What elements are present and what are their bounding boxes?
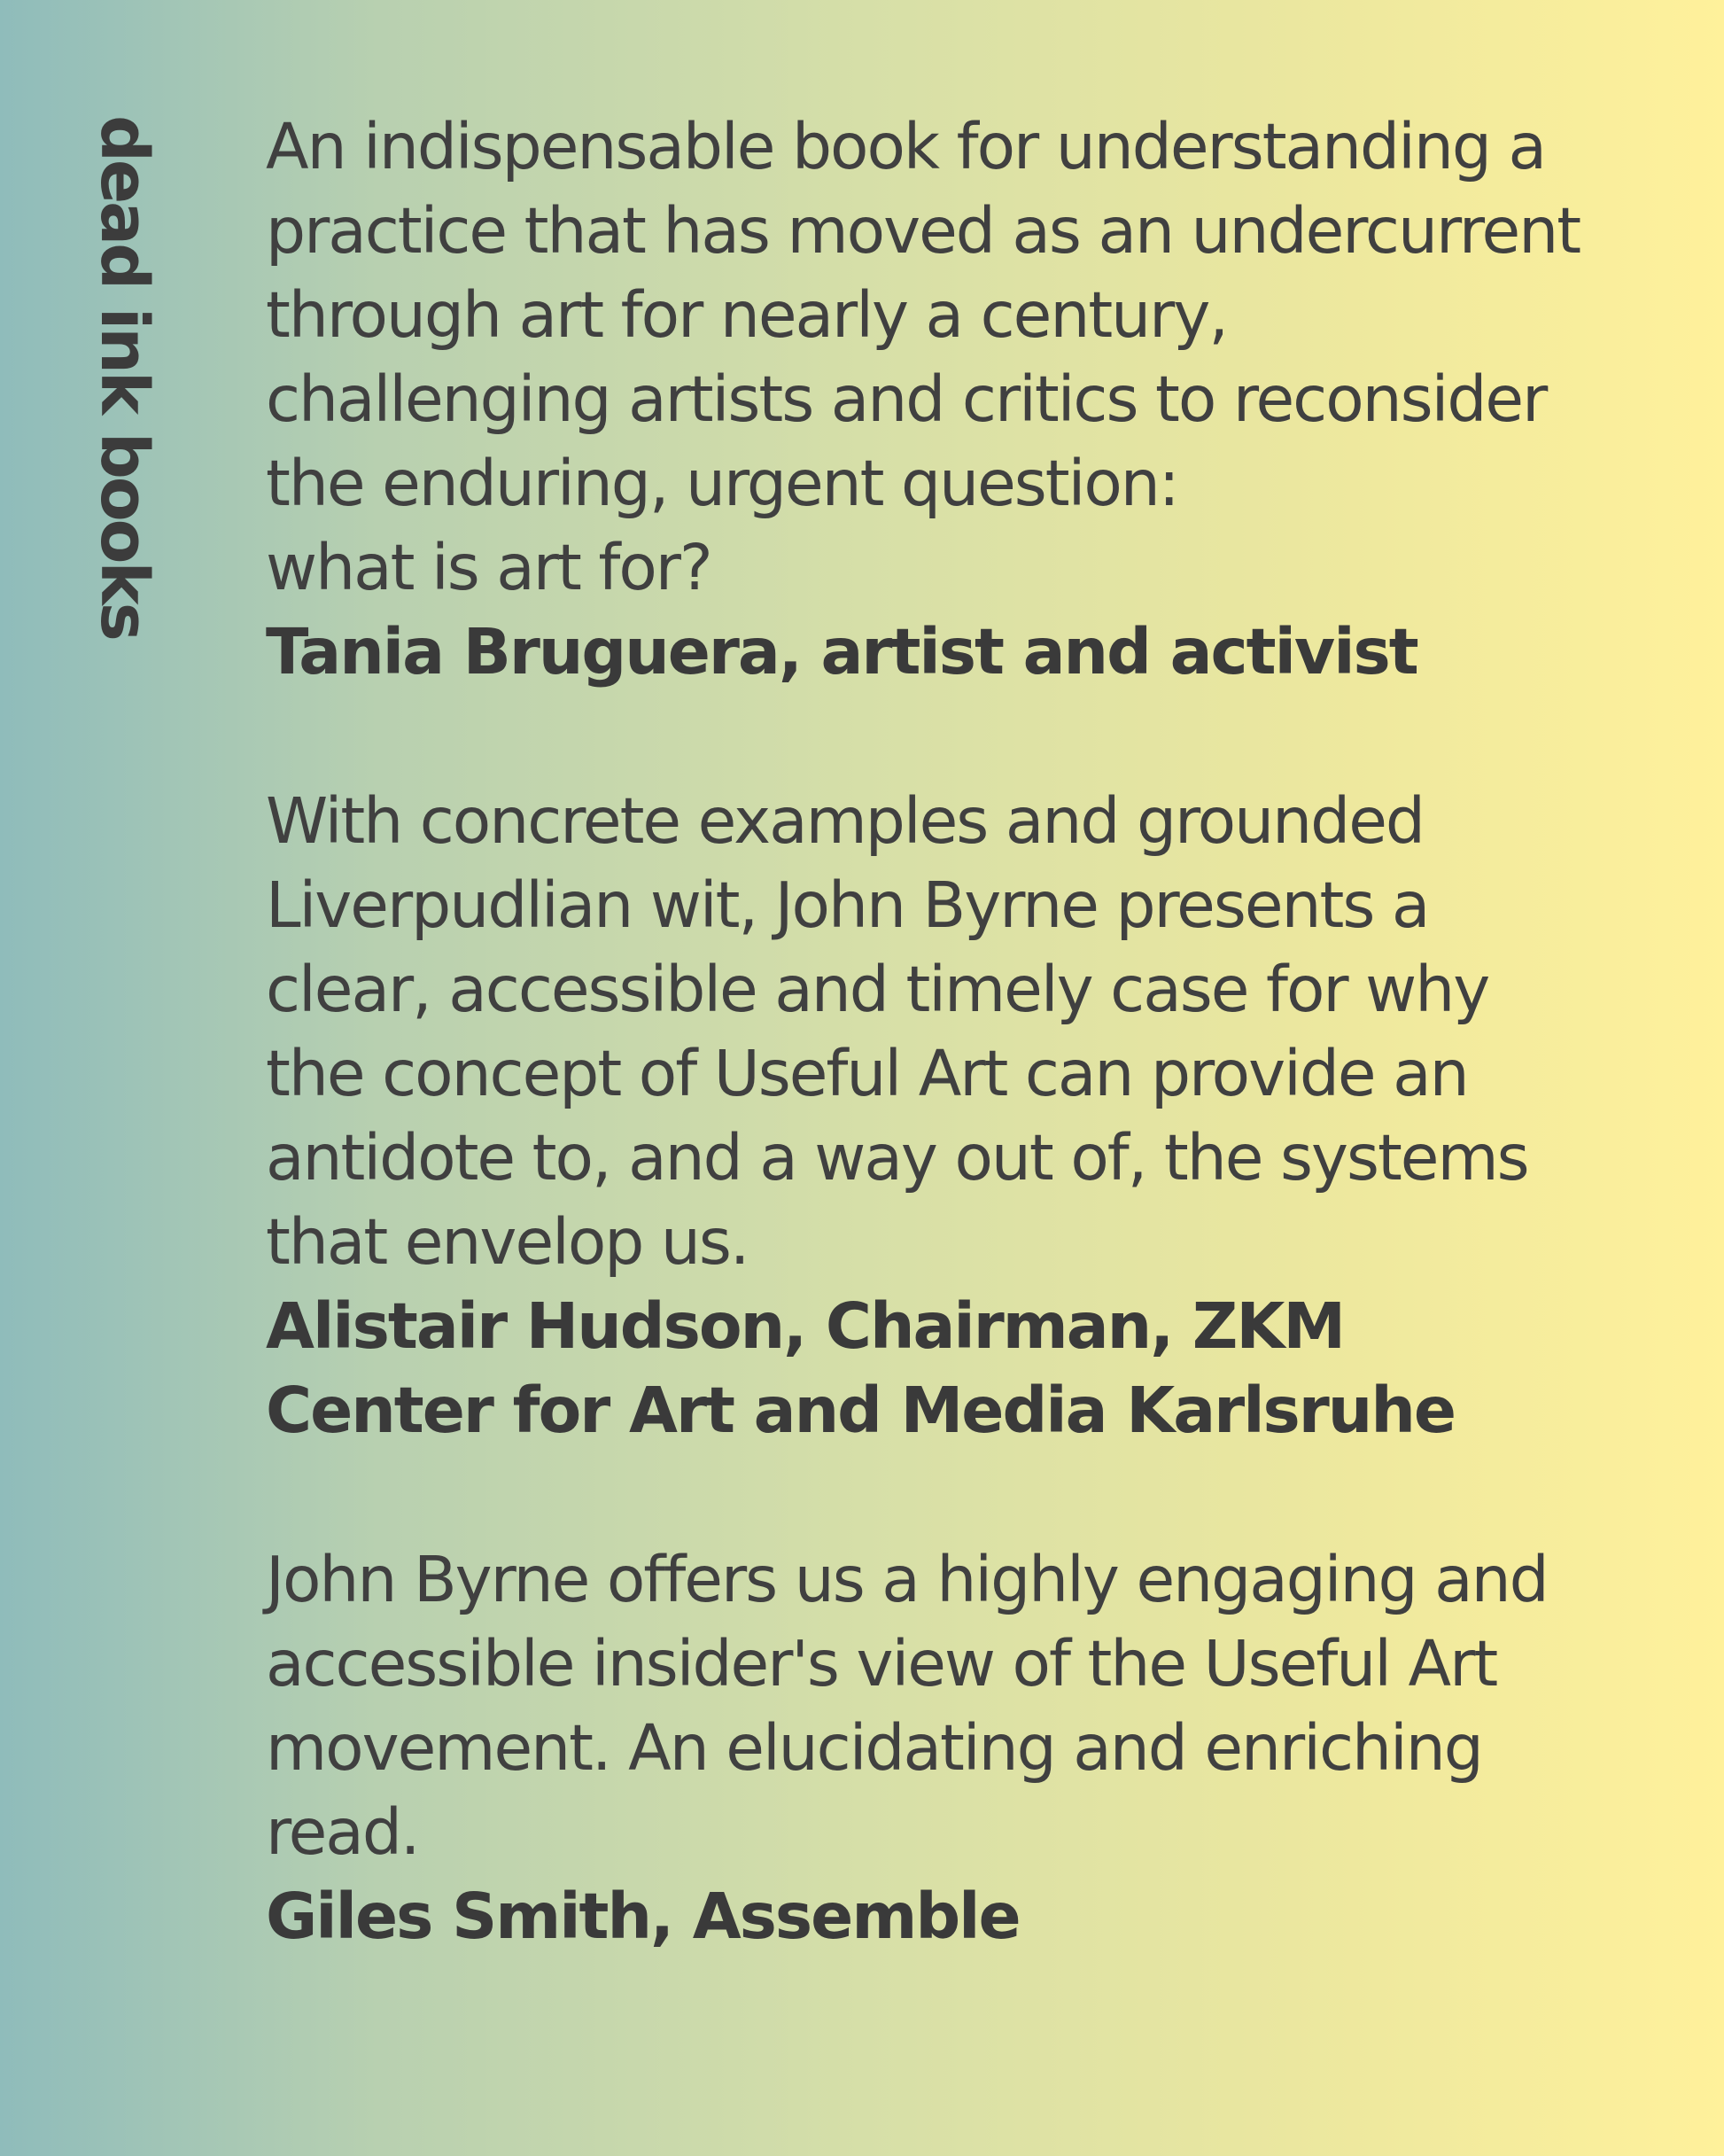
publisher-name: dead ink books — [86, 115, 162, 639]
blurbs-container — [266, 105, 1674, 2043]
blurb-attribution: Giles Smith, Assemble — [266, 1880, 1020, 1953]
blurb-2 — [266, 779, 1674, 1452]
blurb-attribution: Alistair Hudson, Chairman, ZKM Center for Art and Media Karlsruhe — [266, 1289, 1456, 1447]
blurb-quote: An indispensable book for understanding a practice that has moved as an undercurrent through art for nearly a century, challenging artists and critics to reconsider the enduring, urgent question: what is art for? — [266, 110, 1580, 604]
blurb-attribution: Tania Bruguera, artist and activist — [266, 615, 1417, 689]
blurb-quote: With concrete examples and grounded Liverpudlian wit, John Byrne presents a clear, accessible and timely case for why the concept of Useful Art can provide an antidote to, and a way out of, the systems that envelop us. — [266, 784, 1528, 1279]
blurb-3 — [266, 1537, 1674, 1958]
blurb-quote: John Byrne offers us a highly engaging and accessible insider's view of the Useful Art movement. An elucidating and enriching read. — [266, 1543, 1548, 1869]
blurb-1 — [266, 105, 1674, 694]
